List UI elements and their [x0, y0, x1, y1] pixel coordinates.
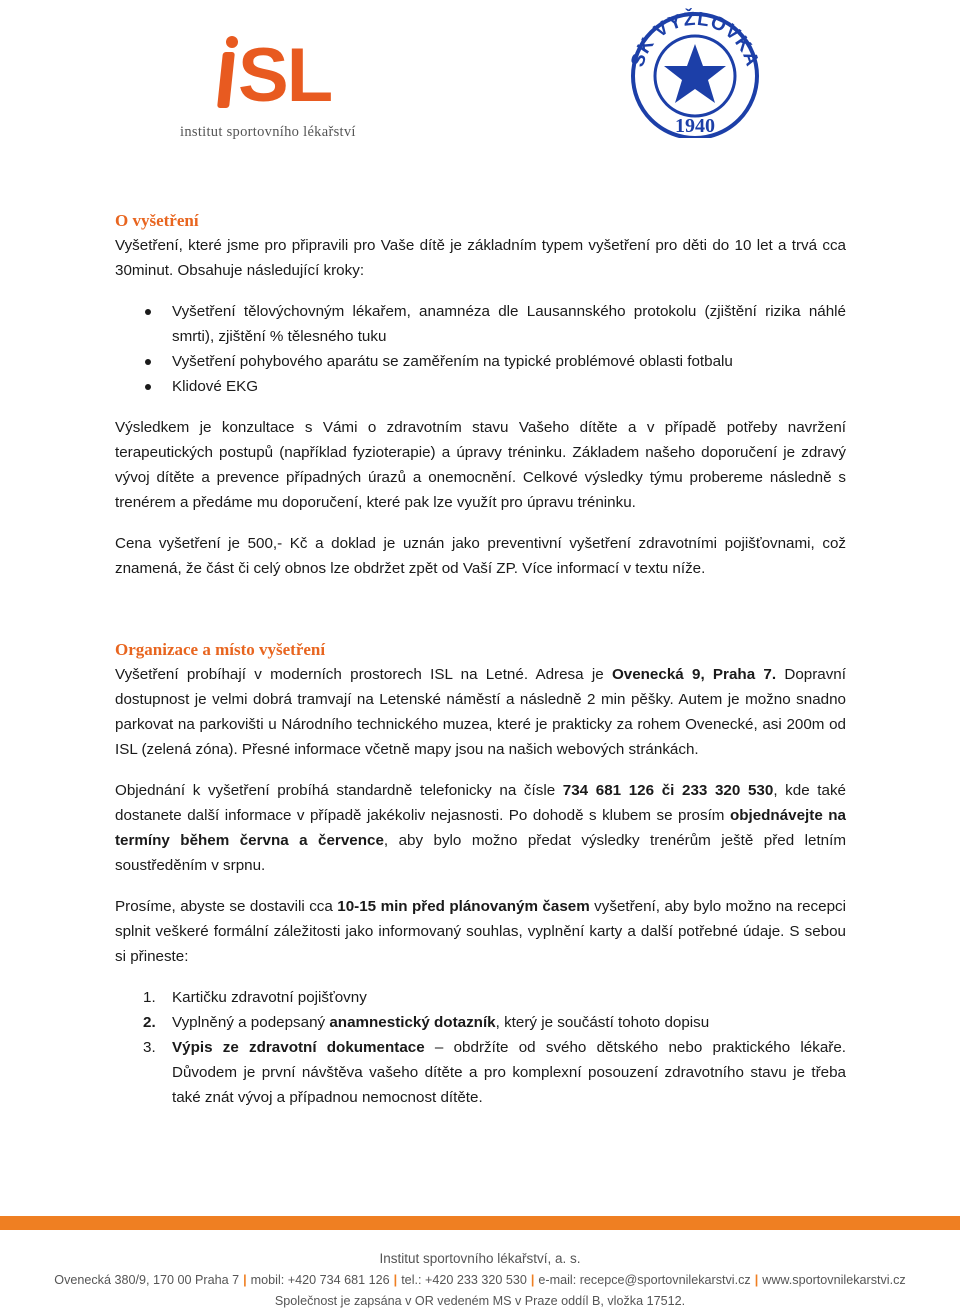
- list-item: Klidové EKG: [115, 374, 846, 399]
- bullet-icon: [145, 384, 151, 390]
- footer-tel[interactable]: tel.: +420 233 320 530: [401, 1273, 527, 1287]
- footer-accent-bar: [0, 1216, 960, 1230]
- exam-steps-list: [115, 299, 846, 399]
- footer-email[interactable]: e-mail: recepce@sportovnilekarstvi.cz: [538, 1273, 751, 1287]
- arrival-paragraph: Prosíme, abyste se dostavili cca 10-15 min před plánovaným časem vyšetření, aby bylo možno na recepci splnit veškeré formální záležitosti jako informovaný souhlas, vyplnění karty a další potřebné údaje. S sebou si přineste:: [115, 898, 846, 965]
- footer-contacts: Ovenecká 380/9, 170 00 Praha 7 | mobil: +420 734 681 126 | tel.: +420 233 320 530 | e-mail: recepce@sportovnilekarstvi.cz | www.sportovnilekarstvi.cz: [54, 1273, 906, 1287]
- phone-numbers: 734 681 126 či 233 320 530: [562, 782, 774, 799]
- sk-vyzlovka-logo: [624, 4, 766, 138]
- sk-logo-year: 1940: [675, 115, 715, 137]
- list-item: 1. Kartičku zdravotní pojišťovny: [143, 989, 367, 1006]
- booking-period: objednávejte na termíny během června a července: [115, 807, 846, 849]
- booking-paragraph: Objednání k vyšetření probíhá standardně telefonicky na čísle 734 681 126 či 233 320 530, kde také dostanete další informace v případě jakékoliv nejasnosti. Po dohodě s klubem se prosím objednávejte na termíny během června a července, aby bylo možno předat výsledky trenérům ještě před letním soustředěním v srpnu.: [115, 782, 846, 874]
- isl-logo-letters: SL: [238, 33, 332, 118]
- footer-mobile[interactable]: mobil: +420 734 681 126: [250, 1273, 390, 1287]
- list-item: 3. Výpis ze zdravotní dokumentace – obdržíte od svého dětského nebo praktického lékaře. Důvodem je první návštěva vašeho dítěte a pro komplexní posouzení zdravotního stavu je třeba také znát vývoj a případnou nemocnost dítěte.: [143, 1039, 846, 1106]
- footer-web-link[interactable]: www.sportovnilekarstvi.cz: [762, 1273, 906, 1287]
- bullet-icon: [145, 359, 151, 365]
- price-paragraph: Cena vyšetření je 500,- Kč a doklad je uznán jako preventivní vyšetření zdravotními pojišťovnami, což znamená, že část či celý obnos lze obdržet zpět od Vaší ZP. Více informací v textu níže.: [115, 535, 846, 577]
- footer-register: Společnost je zapsána v OR vedeném MS v Praze oddíl B, vložka 17512.: [274, 1294, 686, 1308]
- list-item: Vyšetření pohybového aparátu se zaměřením na typické problémové oblasti fotbalu: [115, 349, 846, 374]
- section-title-organizace: Organizace a místo vyšetření: [115, 640, 326, 659]
- isl-logo-subtitle: institut sportovního lékařství: [180, 124, 356, 140]
- footer-address: Ovenecká 380/9, 170 00 Praha 7: [54, 1273, 240, 1287]
- sk-logo-name: SK VYŽLOVKA: [627, 8, 763, 70]
- list-item: 2. Vyplněný a podepsaný anamnestický dotazník, který je součástí tohoto dopisu: [143, 1014, 710, 1031]
- isl-logo-i-stroke: [217, 52, 235, 108]
- isl-logo-dot: [226, 36, 238, 48]
- bring-items-list: [115, 985, 846, 1110]
- bullet-icon: [145, 309, 151, 315]
- result-paragraph: Výsledkem je konzultace s Vámi o zdravotním stavu Vašeho dítěte a v případě potřeby navržení terapeutických postupů (například fyzioterapie) a úpravy tréninku. Základem našeho doporučení je zdravý vývoj dítěte a prevence případných úrazů a onemocnění. Celkové výsledky týmu probereme následně s trenérem a předáme mu doporučení, které pak lze využít pro úpravu tréninku.: [115, 419, 846, 511]
- section-title-o-vysetreni: O vyšetření: [115, 211, 199, 230]
- intro-paragraph: Vyšetření, které jsme pro připravili pro Vaše dítě je základním typem vyšetření pro děti do 10 let a trvá cca 30minut. Obsahuje následující kroky:: [115, 237, 846, 279]
- address-text: Ovenecká 9, Praha 7.: [611, 666, 777, 683]
- arrival-time: 10-15 min před plánovaným časem: [337, 898, 590, 915]
- footer-org-name: Institut sportovního lékařství, a. s.: [379, 1251, 581, 1266]
- list-item: Vyšetření tělovýchovným lékařem, anamnéza dle Lausannského protokolu (zjištění rizika náhlé smrti), zjištění % tělesného tuku: [115, 299, 846, 349]
- location-paragraph: Vyšetření probíhají v moderních prostorech ISL na Letné. Adresa je Ovenecká 9, Praha 7. Dopravní dostupnost je velmi dobrá tramvají na Letenské náměstí a následně 2 min pěšky. Autem je možno snadno parkovat na parkovišti u Národního technického muzea, které je prakticky za rohem Ovenecké, asi 200m od ISL (zelená zóna). Přesné informace včetně mapy jsou na našich webových stránkách.: [115, 666, 846, 758]
- document-body: [115, 208, 846, 1110]
- star-icon: [664, 44, 726, 103]
